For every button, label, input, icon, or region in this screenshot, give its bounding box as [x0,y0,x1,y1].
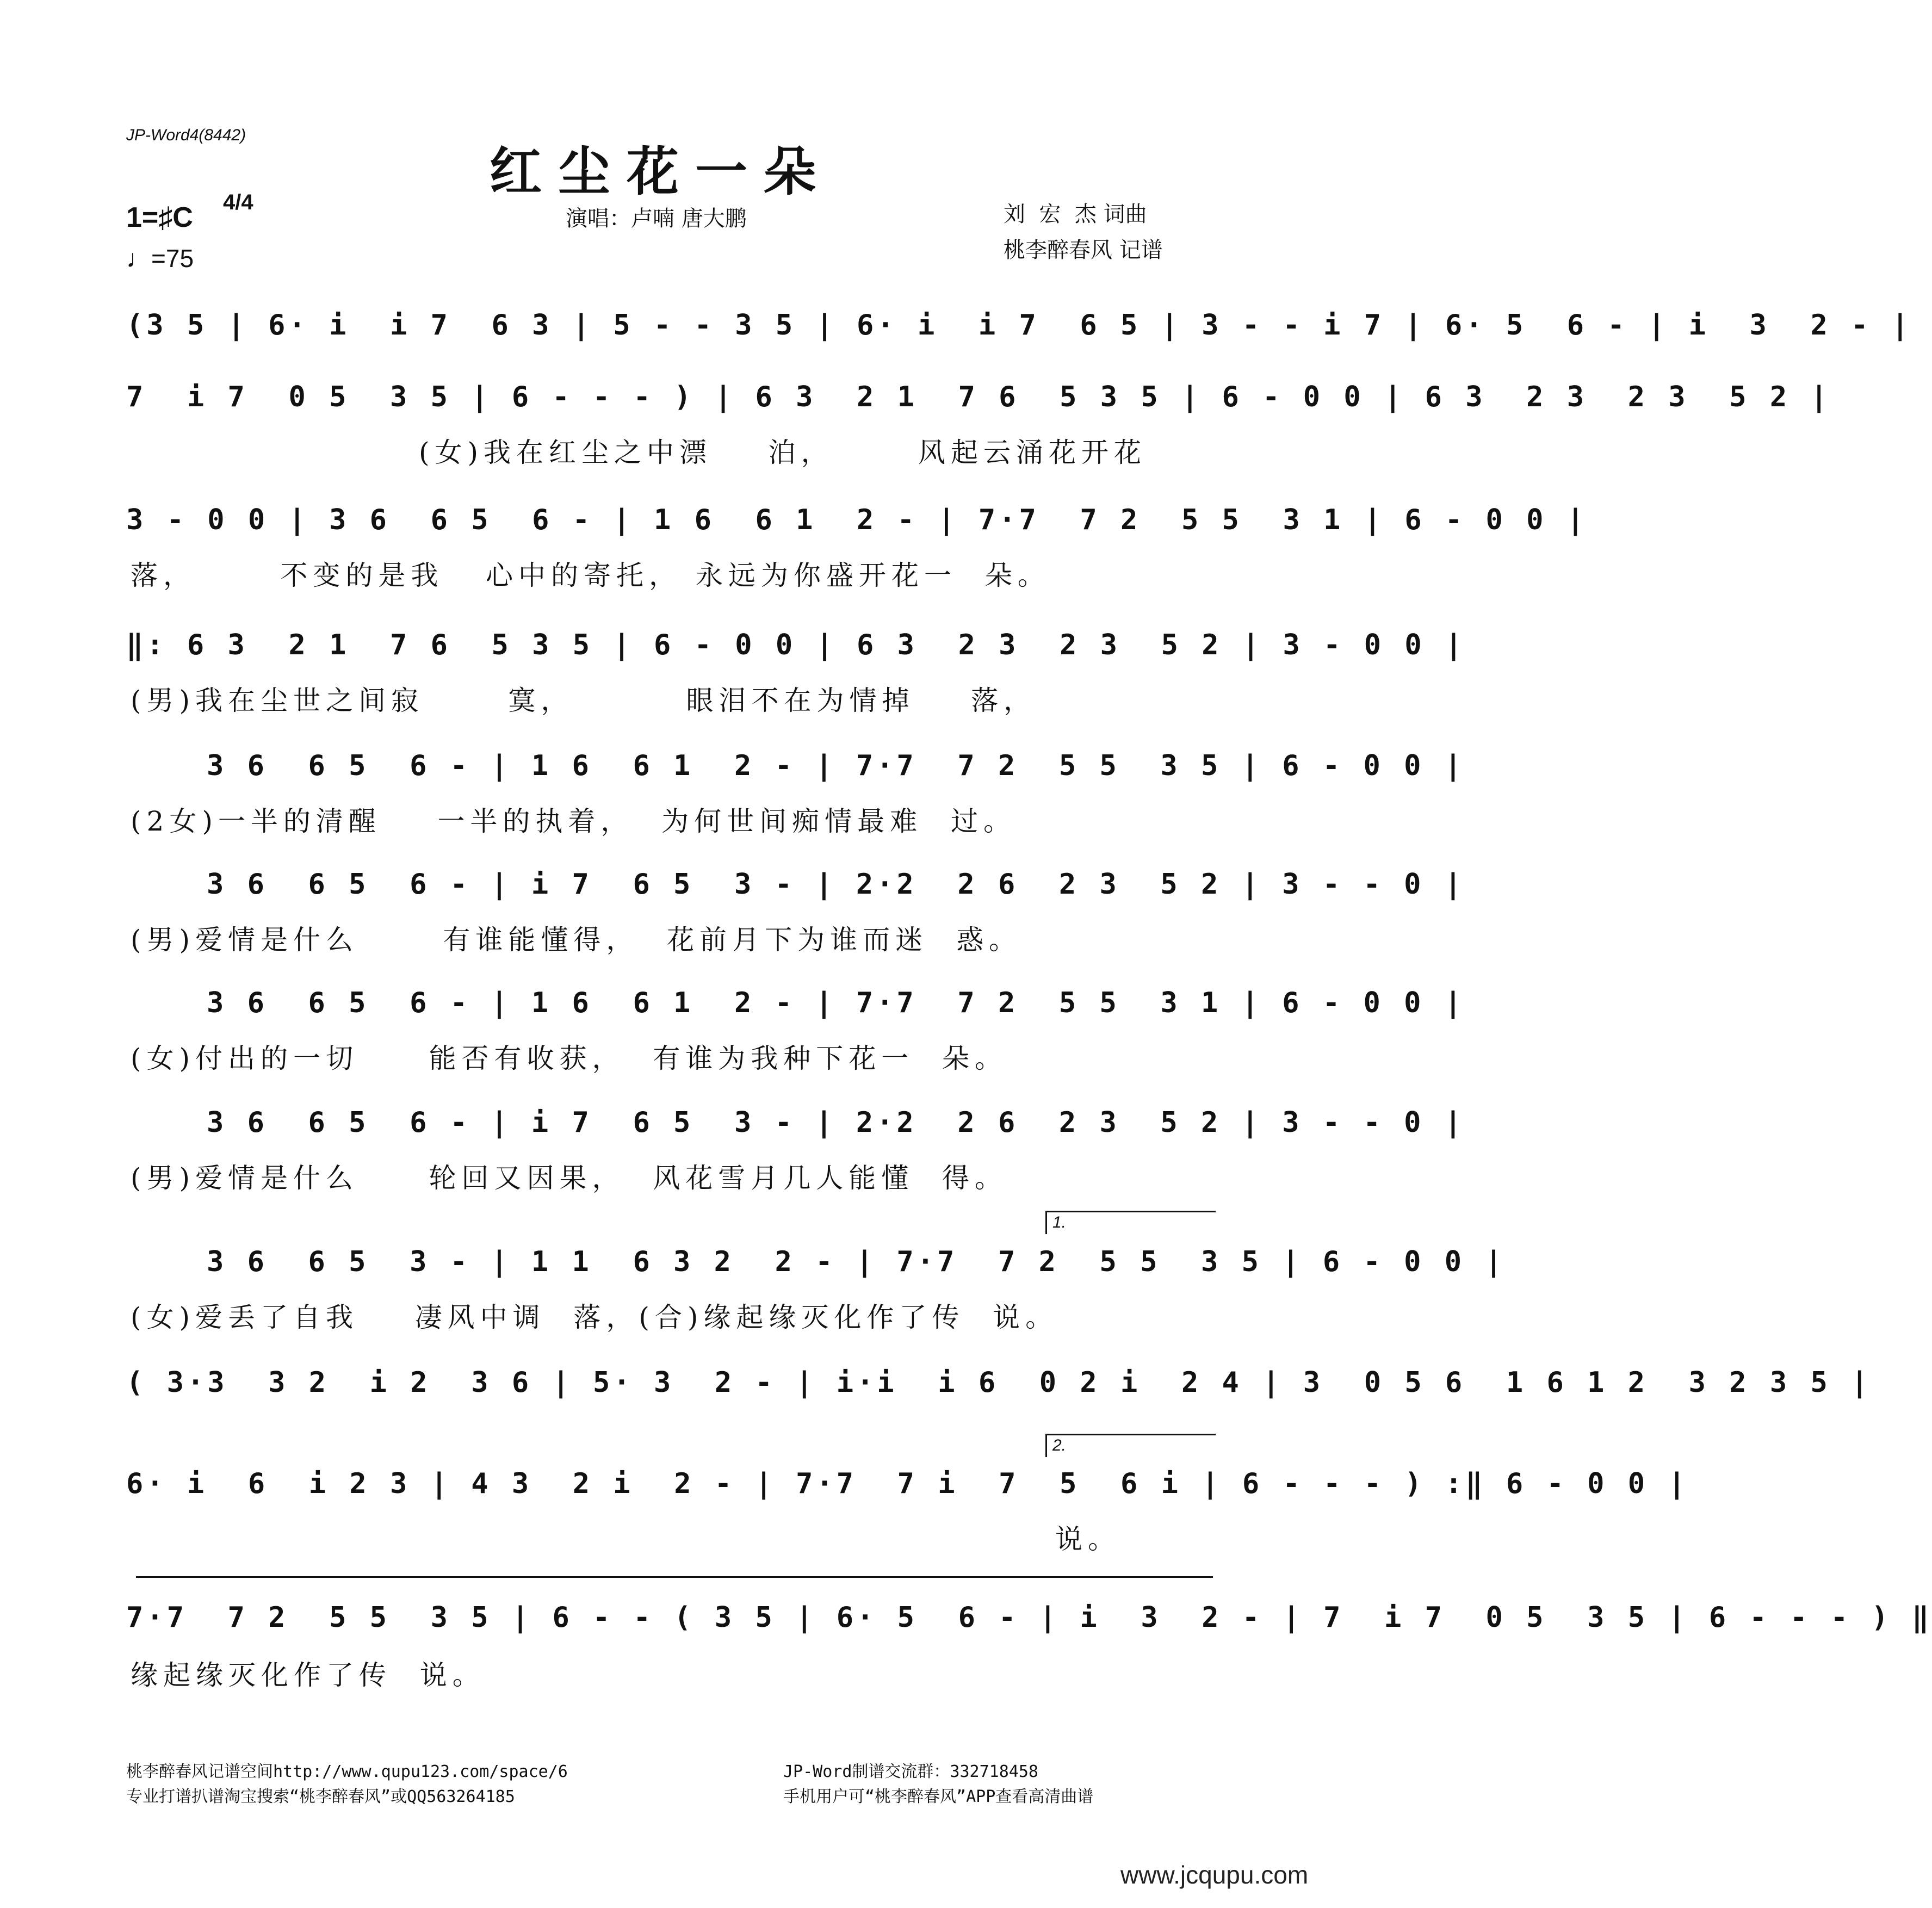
volta-1: 1. [1045,1211,1216,1234]
staff-line-8: 3 6 6 5 6 - | i 7 6 5 3 - | 2·2 2 6 2 3 5 2 | 3 - - 0 | [207,1106,1465,1139]
transcriber: 桃李醉春风 记谱 [1004,238,1163,263]
staff-line-9: 3 6 6 5 3 - | 1 1 6 3 2 2 - | 7·7 7 2 5 5 3 5 | 6 - 0 0 | [207,1246,1506,1278]
staff-line-10: ( 3·3 3 2 i 2 3 6 | 5· 3 2 - | i·i i 6 0 2 i 2 4 | 3 0 5 6 1 6 1 2 3 2 3 5 | [126,1366,1872,1399]
lyrics-line-12: 缘起缘灭化作了传 说。 [131,1659,485,1691]
tempo-marking: ♩=75 [126,244,194,272]
coda-bracket [136,1576,1213,1578]
volta-2: 2. [1045,1434,1216,1457]
staff-line-4: ‖: 6 3 2 1 7 6 5 3 5 | 6 - 0 0 | 6 3 2 3 2 3 5 2 | 3 - 0 0 | [126,629,1466,661]
lyricist-composer: 刘 宏 杰 词曲 [1004,202,1147,227]
staff-line-5: 3 6 6 5 6 - | 1 6 6 1 2 - | 7·7 7 2 5 5 3 5 | 6 - 0 0 | [207,749,1465,782]
lyrics-line-8: (男)爱情是什么 轮回又因果， 风花雪月几人能懂 得。 [131,1162,1008,1194]
key-signature: 1=♯C [126,202,193,233]
lyrics-line-7: (女)付出的一切 能否有收获， 有谁为我种下花一 朵。 [131,1043,1008,1074]
time-signature: 4/4 [223,190,253,214]
footer-left-line2: 专业打谱扒谱淘宝搜索“桃李醉春风”或QQ563264185 [126,1787,515,1806]
staff-line-6: 3 6 6 5 6 - | i 7 6 5 3 - | 2·2 2 6 2 3 5 2 | 3 - - 0 | [207,868,1465,901]
staff-line-1: (3 5 | 6· i i 7 6 3 | 5 - - 3 5 | 6· i i 7 6 5 | 3 - - i 7 | 6· 5 6 - | i 3 2 - | [126,309,1912,342]
lyrics-line-6: (男)爱情是什么 有谁能懂得， 花前月下为谁而迷 惑。 [131,924,1021,956]
lyrics-line-4: (男)我在尘世之间寂 寞， 眼泪不在为情掉 落， [131,685,1037,716]
lyrics-line-11: 说。 [1055,1523,1120,1555]
watermark: www.jcqupu.com [1120,1861,1309,1889]
page-title: 红尘花一朵 [490,141,832,202]
software-tag: JP-Word4(8442) [126,126,246,144]
lyrics-line-3: 落， 不变的是我 心中的寄托， 永远为你盛开花一 朵。 [131,560,1050,591]
staff-line-12: 7·7 7 2 5 5 3 5 | 6 - - ( 3 5 | 6· 5 6 - | i 3 2 - | 7 i 7 0 5 3 5 | 6 - - - ) ‖ [126,1601,1932,1634]
footer-left-line1: 桃李醉春风记谱空间http://www.qupu123.com/space/6 [126,1762,568,1781]
lyrics-line-2: (女)我在红尘之中漂 泊， 风起云涌花开花 [419,437,1147,468]
footer-right-line1: JP-Word制谱交流群：332718458 [783,1762,1038,1781]
footer-right-line2: 手机用户可“桃李醉春风”APP查看高清曲谱 [783,1787,1094,1806]
staff-line-3: 3 - 0 0 | 3 6 6 5 6 - | 1 6 6 1 2 - | 7·7 7 2 5 5 3 1 | 6 - 0 0 | [126,504,1588,536]
performers: 演唱：卢喃 唐大鹏 [566,206,747,231]
staff-line-7: 3 6 6 5 6 - | 1 6 6 1 2 - | 7·7 7 2 5 5 3 1 | 6 - 0 0 | [207,987,1465,1019]
lyrics-line-9: (女)爱丢了自我 凄风中调 落，(合)缘起缘灭化作了传 说。 [131,1302,1058,1333]
staff-line-11: 6· i 6 i 2 3 | 4 3 2 i 2 - | 7·7 7 i 7 5 6 i | 6 - - - ) :‖ 6 - 0 0 | [126,1467,1689,1500]
staff-line-2: 7 i 7 0 5 3 5 | 6 - - - ) | 6 3 2 1 7 6 5 3 5 | 6 - 0 0 | 6 3 2 3 2 3 5 2 | [126,381,1831,413]
lyrics-line-5: (2女)一半的清醒 一半的执着， 为何世间痴情最难 过。 [131,806,1016,837]
